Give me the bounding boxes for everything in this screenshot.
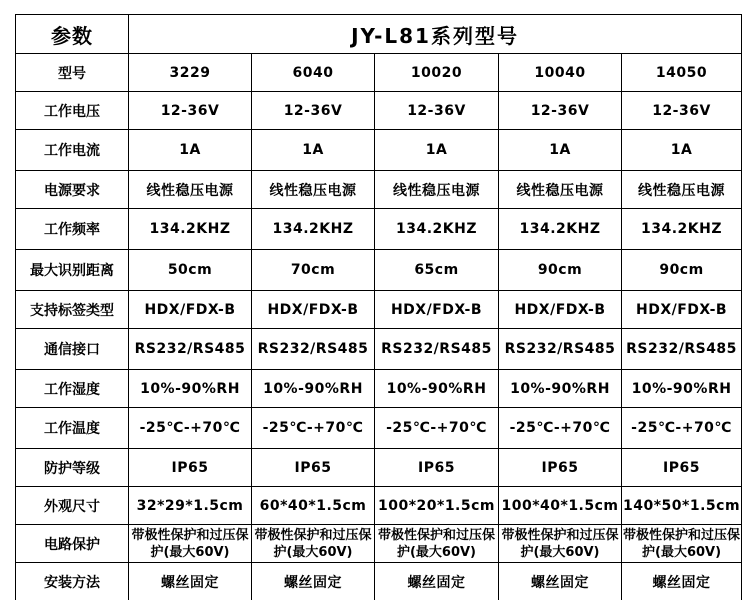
table-cell: 12-36V bbox=[499, 92, 622, 130]
table-cell: 带极性保护和过压保护(最大60V) bbox=[622, 525, 742, 563]
row-label: 外观尺寸 bbox=[16, 487, 129, 525]
series-title: JY-L81系列型号 bbox=[129, 15, 742, 54]
table-cell: IP65 bbox=[499, 449, 622, 487]
table-cell: 65cm bbox=[375, 250, 499, 291]
table-cell: 100*40*1.5cm bbox=[499, 487, 622, 525]
table-cell: 带极性保护和过压保护(最大60V) bbox=[252, 525, 375, 563]
table-cell: HDX/FDX-B bbox=[252, 291, 375, 329]
table-cell: 线性稳压电源 bbox=[252, 171, 375, 209]
table-row-humidity bbox=[16, 370, 742, 408]
row-label: 工作电流 bbox=[16, 130, 129, 171]
table-cell: 螺丝固定 bbox=[622, 563, 742, 600]
table-cell: RS232/RS485 bbox=[129, 329, 252, 370]
table-cell: 12-36V bbox=[129, 92, 252, 130]
table-cell: 螺丝固定 bbox=[499, 563, 622, 600]
table-cell: 1A bbox=[499, 130, 622, 171]
table-cell: 70cm bbox=[252, 250, 375, 291]
row-label: 工作湿度 bbox=[16, 370, 129, 408]
table-cell: 线性稳压电源 bbox=[129, 171, 252, 209]
table-cell: 3229 bbox=[129, 54, 252, 92]
table-cell: 10020 bbox=[375, 54, 499, 92]
row-label: 电源要求 bbox=[16, 171, 129, 209]
row-label: 防护等级 bbox=[16, 449, 129, 487]
table-cell: -25℃-+70℃ bbox=[129, 408, 252, 449]
table-cell: 32*29*1.5cm bbox=[129, 487, 252, 525]
table-cell: 134.2KHZ bbox=[129, 209, 252, 250]
table-cell: 134.2KHZ bbox=[622, 209, 742, 250]
table-cell: 线性稳压电源 bbox=[375, 171, 499, 209]
table-cell: 134.2KHZ bbox=[375, 209, 499, 250]
row-label: 工作电压 bbox=[16, 92, 129, 130]
table-cell: HDX/FDX-B bbox=[622, 291, 742, 329]
table-cell: HDX/FDX-B bbox=[375, 291, 499, 329]
table-header-row bbox=[16, 15, 742, 54]
table-cell: 10040 bbox=[499, 54, 622, 92]
spec-table bbox=[15, 14, 742, 600]
table-cell: IP65 bbox=[622, 449, 742, 487]
table-cell: 1A bbox=[129, 130, 252, 171]
table-row-interface bbox=[16, 329, 742, 370]
table-cell: 12-36V bbox=[252, 92, 375, 130]
table-cell: 90cm bbox=[499, 250, 622, 291]
table-row-frequency bbox=[16, 209, 742, 250]
table-row-current bbox=[16, 130, 742, 171]
table-cell: HDX/FDX-B bbox=[499, 291, 622, 329]
table-cell: 12-36V bbox=[622, 92, 742, 130]
table-cell: -25℃-+70℃ bbox=[622, 408, 742, 449]
table-cell: 带极性保护和过压保护(最大60V) bbox=[375, 525, 499, 563]
table-cell: RS232/RS485 bbox=[252, 329, 375, 370]
table-cell: 10%-90%RH bbox=[252, 370, 375, 408]
table-cell: 6040 bbox=[252, 54, 375, 92]
table-cell: -25℃-+70℃ bbox=[499, 408, 622, 449]
table-cell: 60*40*1.5cm bbox=[252, 487, 375, 525]
table-row-installation bbox=[16, 563, 742, 600]
row-label: 通信接口 bbox=[16, 329, 129, 370]
row-label: 型号 bbox=[16, 54, 129, 92]
table-cell: 带极性保护和过压保护(最大60V) bbox=[129, 525, 252, 563]
table-cell: 12-36V bbox=[375, 92, 499, 130]
table-cell: 螺丝固定 bbox=[129, 563, 252, 600]
table-cell: 140*50*1.5cm bbox=[622, 487, 742, 525]
row-label: 工作频率 bbox=[16, 209, 129, 250]
table-cell: 1A bbox=[375, 130, 499, 171]
table-row-power-supply bbox=[16, 171, 742, 209]
table-cell: 14050 bbox=[622, 54, 742, 92]
table-cell: 带极性保护和过压保护(最大60V) bbox=[499, 525, 622, 563]
table-cell: 100*20*1.5cm bbox=[375, 487, 499, 525]
table-cell: -25℃-+70℃ bbox=[252, 408, 375, 449]
table-cell: 10%-90%RH bbox=[622, 370, 742, 408]
table-cell: 1A bbox=[622, 130, 742, 171]
table-cell: 1A bbox=[252, 130, 375, 171]
table-cell: 线性稳压电源 bbox=[622, 171, 742, 209]
table-row-model bbox=[16, 54, 742, 92]
table-cell: IP65 bbox=[252, 449, 375, 487]
table-cell: RS232/RS485 bbox=[622, 329, 742, 370]
row-label: 最大识别距离 bbox=[16, 250, 129, 291]
table-cell: 134.2KHZ bbox=[499, 209, 622, 250]
table-cell: RS232/RS485 bbox=[375, 329, 499, 370]
table-row-voltage bbox=[16, 92, 742, 130]
table-cell: RS232/RS485 bbox=[499, 329, 622, 370]
table-cell: 134.2KHZ bbox=[252, 209, 375, 250]
row-label: 安装方法 bbox=[16, 563, 129, 600]
param-header: 参数 bbox=[16, 15, 129, 54]
table-cell: HDX/FDX-B bbox=[129, 291, 252, 329]
table-row-read-distance bbox=[16, 250, 742, 291]
table-row-temperature bbox=[16, 408, 742, 449]
table-cell: 10%-90%RH bbox=[129, 370, 252, 408]
table-cell: 90cm bbox=[622, 250, 742, 291]
table-row-circuit-protection bbox=[16, 525, 742, 563]
table-row-dimensions bbox=[16, 487, 742, 525]
row-label: 工作温度 bbox=[16, 408, 129, 449]
table-cell: 10%-90%RH bbox=[375, 370, 499, 408]
table-cell: 螺丝固定 bbox=[252, 563, 375, 600]
table-cell: IP65 bbox=[129, 449, 252, 487]
table-cell: -25℃-+70℃ bbox=[375, 408, 499, 449]
table-cell: 螺丝固定 bbox=[375, 563, 499, 600]
table-cell: 50cm bbox=[129, 250, 252, 291]
table-row-tag-types bbox=[16, 291, 742, 329]
table-cell: 线性稳压电源 bbox=[499, 171, 622, 209]
row-label: 电路保护 bbox=[16, 525, 129, 563]
table-row-protection-rating bbox=[16, 449, 742, 487]
row-label: 支持标签类型 bbox=[16, 291, 129, 329]
table-cell: IP65 bbox=[375, 449, 499, 487]
table-cell: 10%-90%RH bbox=[499, 370, 622, 408]
